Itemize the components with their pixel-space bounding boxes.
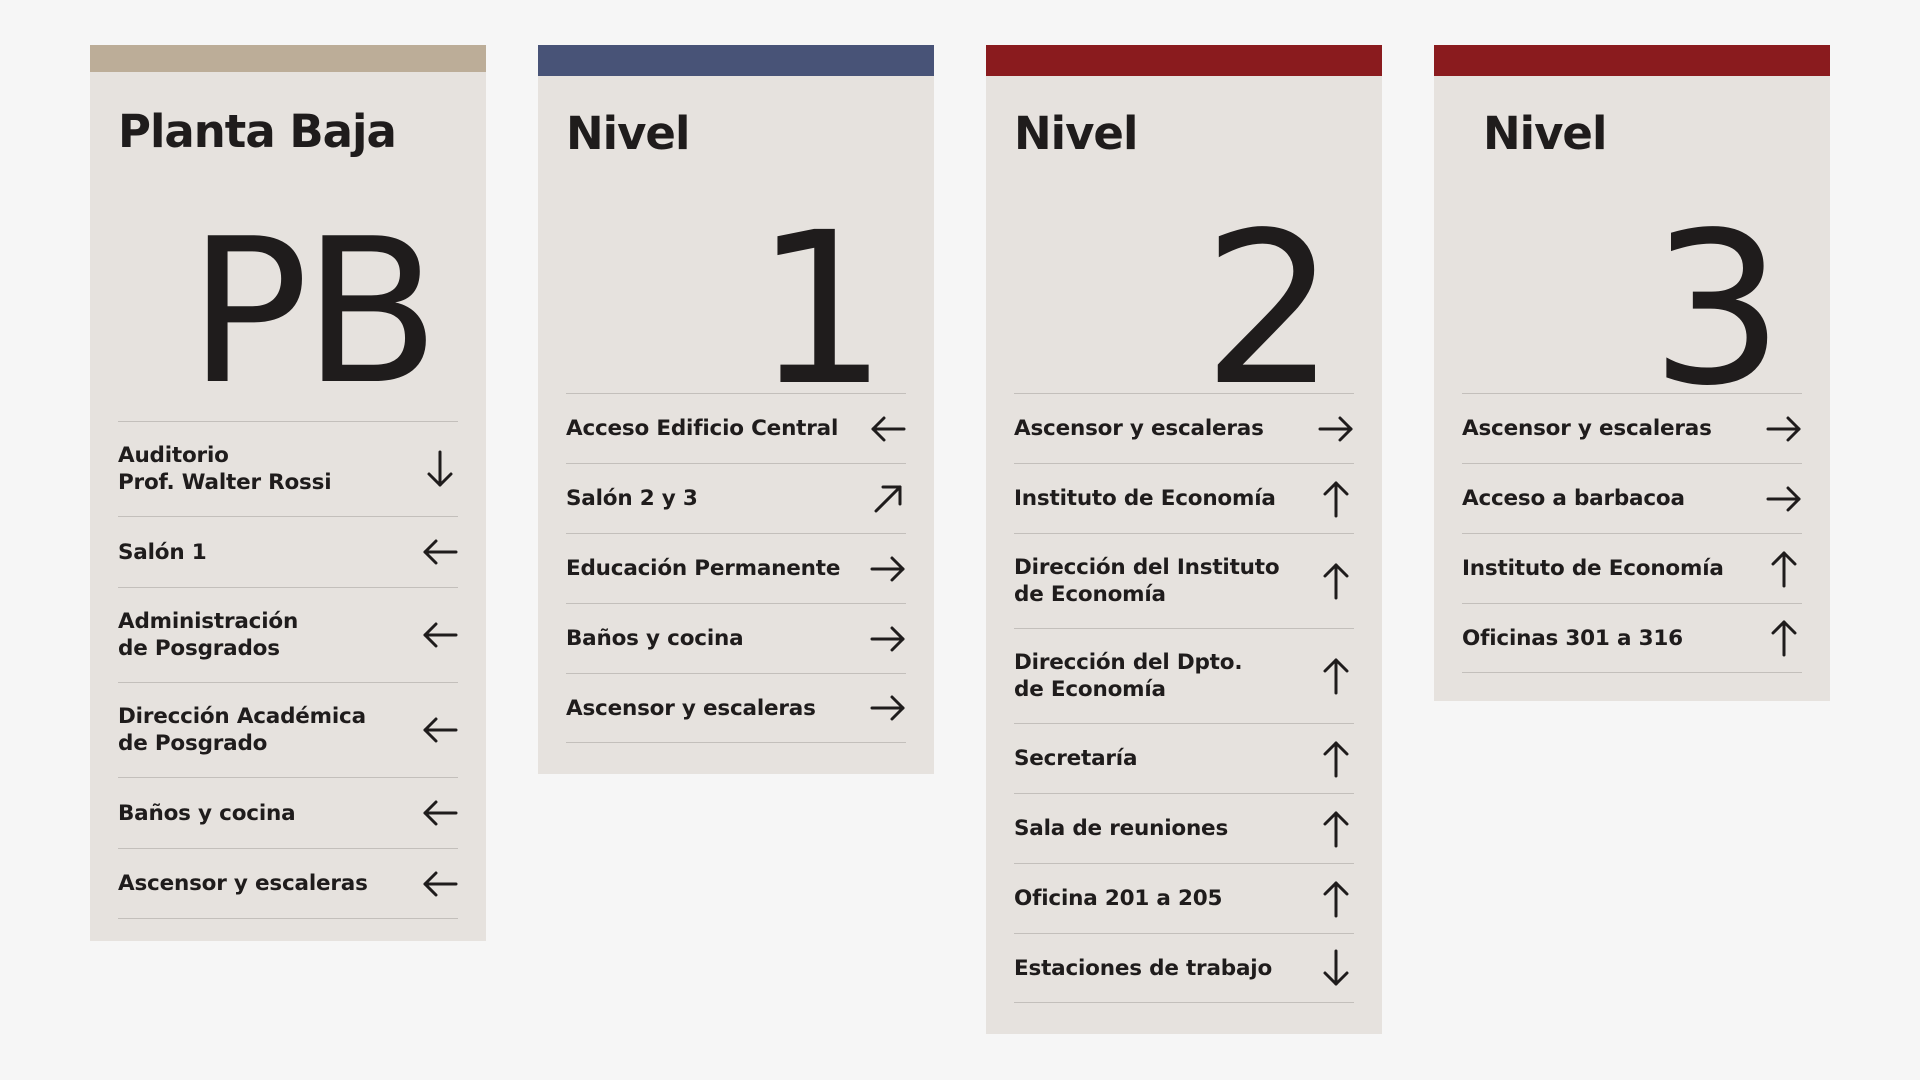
destination-label: Sala de reuniones bbox=[1014, 816, 1229, 841]
directory-list bbox=[1014, 393, 1354, 1003]
directory-row bbox=[1014, 463, 1354, 533]
directory-row bbox=[1014, 863, 1354, 933]
directory-row bbox=[1462, 603, 1802, 673]
destination-label: Dirección Académica de Posgrado bbox=[118, 704, 366, 756]
destination-label: Acceso a barbacoa bbox=[1462, 486, 1685, 511]
arrow-up-right-icon bbox=[866, 477, 910, 521]
color-band bbox=[90, 45, 486, 72]
destination-label: Ascensor y escaleras bbox=[1462, 416, 1712, 441]
arrow-left-icon bbox=[866, 407, 910, 451]
directory-row bbox=[566, 603, 906, 673]
destination-label: Salón 1 bbox=[118, 539, 207, 565]
directory-row bbox=[1014, 533, 1354, 628]
arrow-down-icon bbox=[418, 447, 462, 491]
directory-row bbox=[1462, 463, 1802, 533]
directory-row bbox=[566, 393, 906, 463]
directory-row bbox=[118, 421, 458, 516]
destination-label: Estaciones de trabajo bbox=[1014, 955, 1273, 981]
directory-row bbox=[1014, 793, 1354, 863]
sign-nivel-1 bbox=[538, 45, 934, 774]
directory-row bbox=[1462, 533, 1802, 603]
sign-title: Planta Baja bbox=[118, 105, 396, 158]
arrow-right-icon bbox=[866, 686, 910, 730]
arrow-right-icon bbox=[866, 617, 910, 661]
directory-row bbox=[566, 673, 906, 743]
arrow-left-icon bbox=[418, 791, 462, 835]
directory-row bbox=[118, 516, 458, 587]
directory-row bbox=[1014, 723, 1354, 793]
destination-label: Salón 2 y 3 bbox=[566, 486, 698, 511]
arrow-right-icon bbox=[1762, 477, 1806, 521]
arrow-up-icon bbox=[1314, 737, 1358, 781]
color-band bbox=[538, 45, 934, 76]
arrow-down-icon bbox=[1314, 946, 1358, 990]
arrow-left-icon bbox=[418, 613, 462, 657]
sign-title: Nivel bbox=[1483, 107, 1607, 160]
destination-label: Instituto de Economía bbox=[1014, 486, 1276, 511]
color-band bbox=[1434, 45, 1830, 76]
destination-label: Dirección del Instituto de Economía bbox=[1014, 555, 1280, 607]
destination-label: Auditorio Prof. Walter Rossi bbox=[118, 443, 332, 495]
directory-row bbox=[118, 777, 458, 848]
directory-list bbox=[1462, 393, 1802, 673]
destination-label: Ascensor y escaleras bbox=[1014, 416, 1264, 441]
arrow-up-icon bbox=[1314, 559, 1358, 603]
destination-label: Ascensor y escaleras bbox=[566, 695, 816, 721]
directory-row bbox=[566, 463, 906, 533]
sign-nivel-3 bbox=[1434, 45, 1830, 701]
arrow-right-icon bbox=[866, 547, 910, 591]
arrow-up-icon bbox=[1314, 477, 1358, 521]
destination-label: Secretaría bbox=[1014, 746, 1138, 771]
directory-row bbox=[118, 682, 458, 777]
directory-row bbox=[118, 587, 458, 682]
sign-title: Nivel bbox=[566, 107, 690, 160]
destination-label: Baños y cocina bbox=[566, 626, 744, 651]
arrow-left-icon bbox=[418, 862, 462, 906]
directory-list bbox=[566, 393, 906, 743]
arrow-left-icon bbox=[418, 530, 462, 574]
floor-number: 1 bbox=[754, 187, 888, 432]
sign-planta-baja bbox=[90, 45, 486, 941]
arrow-right-icon bbox=[1762, 407, 1806, 451]
directory-row bbox=[1014, 393, 1354, 463]
destination-label: Acceso Edificio Central bbox=[566, 416, 839, 441]
destination-label: Instituto de Economía bbox=[1462, 556, 1724, 581]
arrow-up-icon bbox=[1762, 547, 1806, 591]
directory-row bbox=[566, 533, 906, 603]
sign-title: Nivel bbox=[1014, 107, 1138, 160]
arrow-up-icon bbox=[1762, 616, 1806, 660]
destination-label: Oficina 201 a 205 bbox=[1014, 886, 1223, 911]
floor-number: 3 bbox=[1650, 187, 1784, 432]
destination-label: Educación Permanente bbox=[566, 556, 841, 581]
sign-nivel-2 bbox=[986, 45, 1382, 1034]
floor-code: PB bbox=[188, 196, 434, 429]
destination-label: Oficinas 301 a 316 bbox=[1462, 625, 1683, 651]
arrow-up-icon bbox=[1314, 877, 1358, 921]
destination-label: Administración de Posgrados bbox=[118, 609, 299, 661]
floor-number: 2 bbox=[1202, 187, 1336, 432]
arrow-up-icon bbox=[1314, 654, 1358, 698]
destination-label: Dirección del Dpto. de Economía bbox=[1014, 650, 1243, 702]
directory-row bbox=[1014, 933, 1354, 1003]
color-band bbox=[986, 45, 1382, 76]
directory-row bbox=[1014, 628, 1354, 723]
directory-row bbox=[1462, 393, 1802, 463]
destination-label: Ascensor y escaleras bbox=[118, 871, 368, 896]
directory-row bbox=[118, 848, 458, 919]
arrow-right-icon bbox=[1314, 407, 1358, 451]
arrow-left-icon bbox=[418, 708, 462, 752]
directory-list bbox=[118, 421, 458, 919]
destination-label: Baños y cocina bbox=[118, 800, 296, 826]
arrow-up-icon bbox=[1314, 807, 1358, 851]
